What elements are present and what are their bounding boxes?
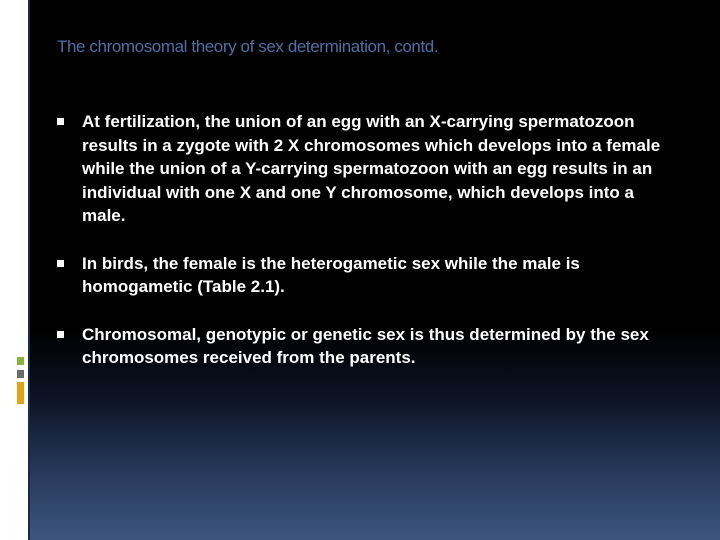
slide-title: The chromosomal theory of sex determination, contd. [57, 37, 439, 56]
bullet-list [56, 110, 676, 394]
bullet-item [56, 323, 676, 370]
decorative-bar-icon [13, 18, 18, 88]
square-bullet-icon [57, 331, 64, 338]
accent-green-block [17, 357, 24, 365]
square-bullet-icon [57, 260, 64, 267]
left-margin-edge [28, 0, 30, 540]
accent-orange-block [17, 382, 24, 404]
bullet-text: At fertilization, the union of an egg with an X-carrying spermatozoon results in a zygote with 2 X chromosomes which develops into a female while the union of a Y-carrying spermatozoon with an egg results in an individual with one X and one Y chromosome, which develops into a male. [82, 112, 661, 225]
decorative-bar-icon [5, 30, 10, 88]
accent-gray-block [17, 370, 24, 378]
square-bullet-icon [57, 118, 64, 125]
decorative-bar-icon [20, 24, 27, 88]
bullet-text: In birds, the female is the heterogametic sex while the male is homogametic (Table 2.1). [82, 253, 580, 296]
bullet-item [56, 252, 676, 299]
bullet-item [56, 110, 676, 228]
bullet-text: Chromosomal, genotypic or genetic sex is thus determined by the sex chromosomes received from the parents. [82, 324, 649, 367]
